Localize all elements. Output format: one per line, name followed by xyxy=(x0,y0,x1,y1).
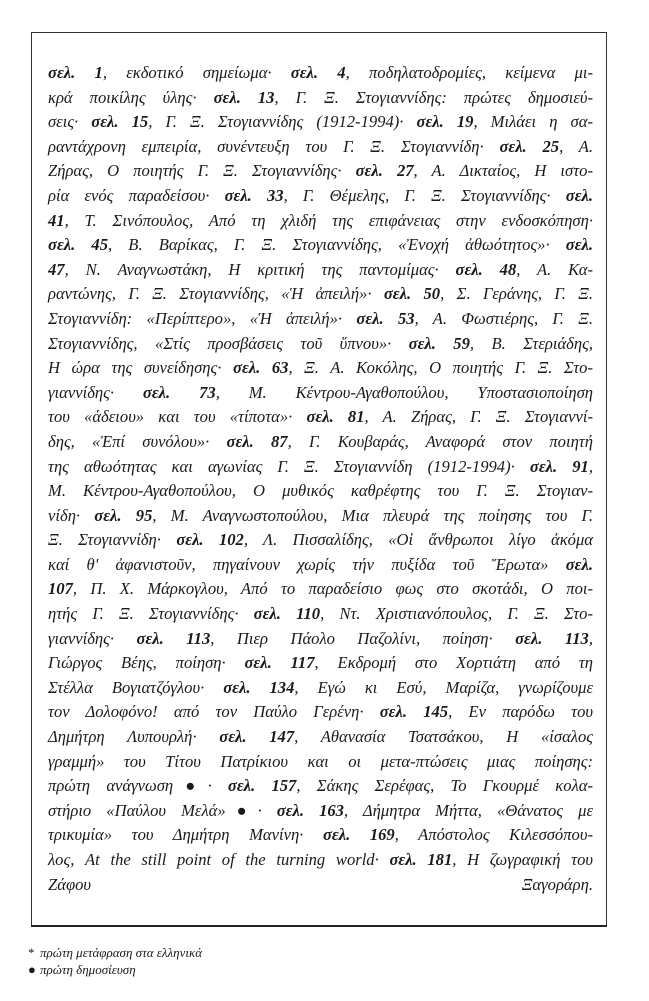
entry-text: Ζήρας, Ο ποιητής Γ. Ξ. Στογιαννίδης· xyxy=(48,161,356,181)
text-line xyxy=(48,61,593,86)
text-line xyxy=(48,110,593,135)
entry-text: Μ. Κέντρου-Αγαθοπούλου, Ο μυθικός καθρέφτης του Γ. Ξ. Στογιαν- xyxy=(48,481,593,501)
page-reference: σελ. 50 xyxy=(383,284,441,304)
page-reference: σελ. xyxy=(565,235,594,255)
text-line xyxy=(48,479,593,504)
entry-text: σεις· xyxy=(48,112,92,132)
page-reference: σελ. 113 xyxy=(136,628,211,648)
page-reference: σελ. 147 xyxy=(219,727,295,747)
page-reference: σελ. 91 xyxy=(529,456,589,476)
entry-text: , Απόστολος Κιλεσσόπου- xyxy=(394,825,593,845)
entry-text: , Δήμητρα Μήττα, «Θάνατος με xyxy=(343,800,593,820)
page-reference: σελ. 33 xyxy=(224,185,284,205)
page-reference: σελ. 73 xyxy=(142,382,216,402)
text-line xyxy=(48,455,593,480)
entry-text: , Η ζωγραφική του xyxy=(452,850,593,869)
entry-text: Στέλλα Βογιατζόγλου· xyxy=(48,677,224,697)
page-reference: σελ. 1 xyxy=(48,63,103,82)
entry-text: τον Δολοφόνο! από τον Παύλο Γερένη· xyxy=(48,702,380,722)
entry-text: Δημήτρη Λυπουρλή· xyxy=(48,727,220,747)
page-reference: σελ. 117 xyxy=(244,653,315,673)
page-reference: 47 xyxy=(48,259,65,279)
entry-text: γραμμή» του Τίτου Πατρίκιου και οι μετα-πτώσεις μιας ποίησης: xyxy=(48,751,593,771)
entry-text: , Μιλάει η σα- xyxy=(473,112,593,132)
entry-text: , Π. Χ. Μάρκογλου, Από το παραδείσιο φως στο σκοτάδι, Ο ποι- xyxy=(72,579,593,599)
footnote-text: πρώτη μετάφραση στα ελληνικά xyxy=(40,945,203,960)
page-reference: σελ. 13 xyxy=(213,87,275,107)
footnote-text: πρώτη δημοσίευση xyxy=(40,962,136,977)
text-line xyxy=(48,356,593,381)
entry-text: νίδη· xyxy=(48,505,95,525)
page-reference: σελ. 63 xyxy=(233,358,289,378)
text-line xyxy=(48,627,593,652)
text-line xyxy=(48,381,593,406)
entry-text: , Ν. Αναγνωστάκη, Η κριτική της παντομίμας· xyxy=(64,259,456,279)
text-line xyxy=(48,602,593,627)
text-line xyxy=(48,209,593,234)
entry-text: , Α. Κα- xyxy=(516,259,593,279)
entry-text: , Β. Βαρίκας, Γ. Ξ. Στογιαννίδης, «Ἐνοχή ἀθωότητος»· xyxy=(108,235,566,255)
text-line xyxy=(48,676,593,701)
footnote-marker: ● xyxy=(28,962,36,977)
page-reference: σελ. 181 xyxy=(389,850,453,869)
page-reference: σελ. 19 xyxy=(416,112,474,132)
footnote xyxy=(28,961,202,978)
page-reference: σελ. 27 xyxy=(355,161,414,181)
page-reference: σελ. 102 xyxy=(176,530,244,550)
contents-text xyxy=(48,61,593,897)
page-reference: σελ. 157 xyxy=(227,776,297,796)
entry-text: , Γ. Θέμελης, Γ. Ξ. Στογιαννίδης· xyxy=(283,185,566,205)
entry-text: , Α. Δικταίος, Η ιστο- xyxy=(413,161,593,181)
text-line xyxy=(48,504,593,529)
page-reference: σελ. 53 xyxy=(356,308,415,328)
text-line xyxy=(48,553,593,578)
entry-text: ραντώνης, Γ. Ξ. Στογιαννίδης, «Ἡ ἀπειλή»· xyxy=(48,284,384,304)
text-line xyxy=(48,725,593,750)
page-reference: σελ. xyxy=(565,185,594,205)
entry-text: , Λ. Πισσαλίδης, «Οἱ ἄνθρωποι λίγο ἀκόμα xyxy=(243,530,594,550)
page-reference: σελ. 95 xyxy=(94,505,153,525)
text-line xyxy=(48,282,593,307)
text-line xyxy=(48,700,593,725)
entry-text: Η ώρα της συνείδησης· xyxy=(48,358,233,378)
entry-text: , Εκδρομή στο Χορτιάτη από τη xyxy=(314,653,594,673)
page-reference: σελ. 134 xyxy=(223,677,295,697)
page-reference: σελ. 59 xyxy=(408,333,470,353)
entry-text: τρικυμία» του Δημήτρη Μανίνη· xyxy=(48,825,323,845)
entry-text: , εκδοτικό σημείωμα· xyxy=(102,63,291,82)
footnote-marker: * xyxy=(28,945,35,960)
entry-text: , Εγώ κι Εσύ, Μαρίζα, γνωρίζουμε xyxy=(294,677,593,697)
entry-text: , Μ. Κέντρου-Αγαθοπούλου, Υποστασιοποίηση xyxy=(215,382,593,402)
entry-text: γιαννίδης· xyxy=(48,628,137,648)
text-line xyxy=(48,233,593,258)
entry-text: Γιώργος Βέης, ποίηση· xyxy=(48,653,245,673)
page-reference: σελ. 110 xyxy=(253,604,321,624)
page-reference: σελ. 113 xyxy=(515,628,589,648)
entry-text: Ξ. Στογιαννίδη· xyxy=(48,530,177,550)
page-reference: σελ. 145 xyxy=(379,702,449,722)
entry-text: , Γ. Ξ. Στογιαννίδης (1912-1994)· xyxy=(148,112,417,132)
text-line xyxy=(48,86,593,111)
text-line xyxy=(48,823,593,848)
entry-text: , ποδηλατοδρομίες, κείμενα μι- xyxy=(345,63,594,82)
page-reference: σελ. 48 xyxy=(455,259,517,279)
entry-text: ρία ενός παραδείσου· xyxy=(48,185,225,205)
entry-text: , Α. Φωστιέρης, Γ. Ξ. xyxy=(414,308,593,328)
text-line xyxy=(48,430,593,455)
text-line xyxy=(48,774,593,799)
entry-text: , Πιερ Πάολο Παζολίνι, ποίηση· xyxy=(210,628,516,648)
entry-text: , Αθανασία Τσατσάκου, Η «ίσαλος xyxy=(294,727,594,747)
text-line xyxy=(48,577,593,602)
entry-text: καί θ' ἀφανιστοῦν, πηγαίνουν χωρίς τήν πυξίδα τοῦ Ἔρωτα» xyxy=(48,554,566,574)
page-reference: σελ. xyxy=(565,554,593,574)
entry-text: , Γ. Ξ. Στογιαννίδης: πρώτες δημοσιεύ- xyxy=(274,87,593,107)
entry-text: , Ξ. Α. Κοκόλης, Ο ποιητής Γ. Ξ. Στο- xyxy=(288,358,593,378)
page-reference: σελ. 169 xyxy=(322,825,395,845)
entry-text: δης, «Ἐπί συνόλου»· xyxy=(48,431,227,451)
text-line xyxy=(48,135,593,160)
page-reference: σελ. 87 xyxy=(226,431,288,451)
text-line xyxy=(48,528,593,553)
contents-box xyxy=(31,32,607,927)
entry-text: , Εν παρόδω του xyxy=(448,702,593,722)
entry-text: , Σάκης Σερέφας, Το Γκουρμέ κολα- xyxy=(296,776,593,796)
text-line xyxy=(48,651,593,676)
entry-text: γιαννίδης· xyxy=(48,382,143,402)
entry-text: Στογιαννίδης, «Στίς προσβάσεις τοῦ ὕπνου»· xyxy=(48,333,409,353)
entry-text: πρώτη ανάγνωση●· xyxy=(48,776,228,796)
page-reference: σελ. 163 xyxy=(276,800,344,820)
page-reference: 41 xyxy=(48,210,65,230)
entry-text: , Α. Ζήρας, Γ. Ξ. Στογιαννί- xyxy=(364,407,593,427)
entry-text: Ζάφου Ξαγοράρη. xyxy=(48,874,593,894)
page-reference: 107 xyxy=(48,579,73,599)
entry-text: της αθωότητας και αγωνίας Γ. Ξ. Στογιαννίδη (1912-1994)· xyxy=(48,456,530,476)
page-reference: σελ. 25 xyxy=(499,136,560,156)
entry-text: , xyxy=(588,456,593,476)
entry-text: , Μ. Αναγνωστοπούλου, Μια πλευρά της ποίησης του Γ. xyxy=(152,505,593,525)
text-line xyxy=(48,873,593,898)
page-reference: σελ. 15 xyxy=(91,112,149,132)
text-line xyxy=(48,332,593,357)
page-reference: σελ. 45 xyxy=(48,235,109,255)
entry-text: , xyxy=(588,628,593,648)
page-reference: σελ. 4 xyxy=(290,63,346,82)
entry-text: ραντάχρονη εμπειρία, συνέντευξη του Γ. Ξ. Στογιαννίδη· xyxy=(48,136,500,156)
text-line xyxy=(48,307,593,332)
footnotes xyxy=(28,944,202,978)
text-line xyxy=(48,405,593,430)
entry-text: , Β. Στεριάδης, xyxy=(469,333,593,353)
entry-text: κρά ποικίλης ύλης· xyxy=(48,87,214,107)
entry-text: στήριο «Παύλου Μελά»●· xyxy=(48,800,277,820)
entry-text: λος, At the still point of the turning world· xyxy=(48,850,390,869)
entry-text: , Γ. Κουβαράς, Αναφορά στον ποιητή xyxy=(287,431,593,451)
entry-text: ητής Γ. Ξ. Στογιαννίδης· xyxy=(48,604,254,624)
text-line xyxy=(48,159,593,184)
entry-text: Στογιαννίδη: «Περίπτερο», «Ἡ ἀπειλή»· xyxy=(48,308,357,328)
page-reference: σελ. 81 xyxy=(306,407,365,427)
text-line xyxy=(48,258,593,283)
footnote xyxy=(28,944,202,961)
text-line xyxy=(48,184,593,209)
entry-text: , Ντ. Χριστιανόπουλος, Γ. Ξ. Στο- xyxy=(320,604,594,624)
text-line xyxy=(48,848,593,873)
entry-text: , Α. xyxy=(559,136,593,156)
entry-text: του «άδειου» και του «τίποτα»· xyxy=(48,407,307,427)
text-line xyxy=(48,750,593,775)
entry-text: , Τ. Σινόπουλος, Από τη χλιδή της επιφάνειας στην ενδοσκόπηση· xyxy=(64,210,593,230)
entry-text: , Σ. Γεράνης, Γ. Ξ. xyxy=(440,284,593,304)
text-line xyxy=(48,799,593,824)
